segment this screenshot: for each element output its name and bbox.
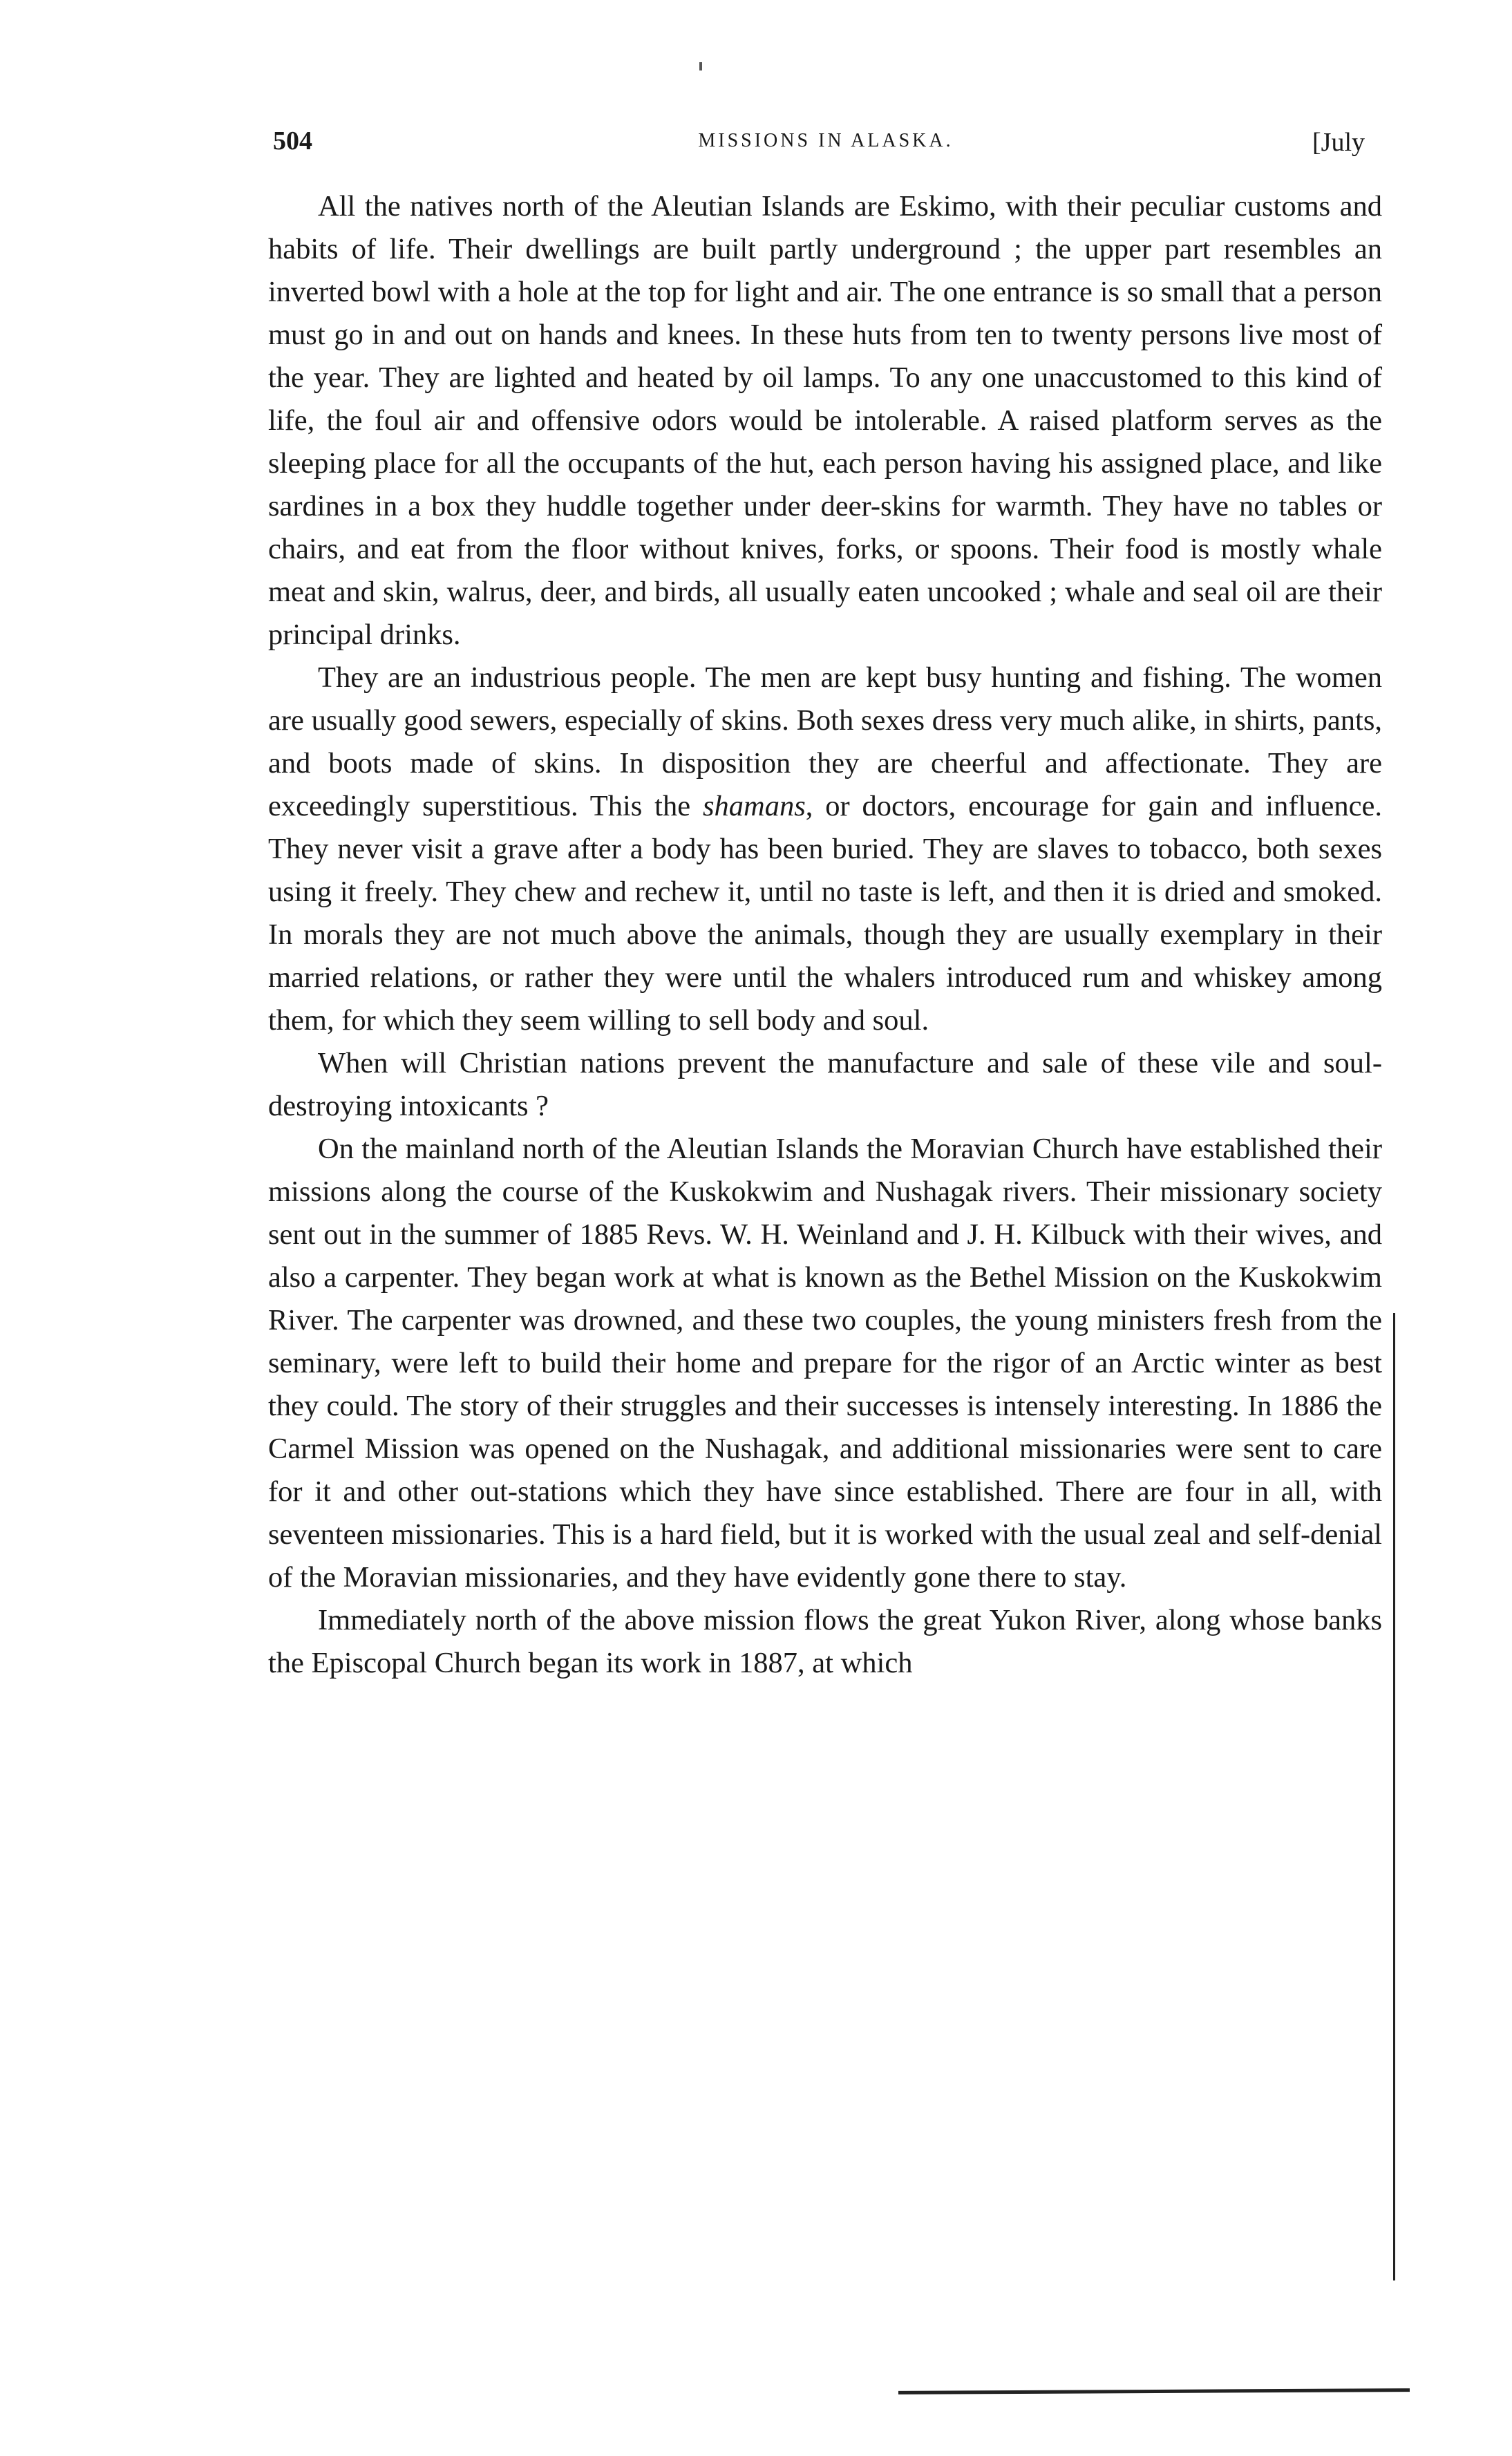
paragraph-text: On the mainland north of the Aleutian Islands the Moravian Church have established their missions along the course of the Kuskokwim and Nushagak rivers. Their missionary society sent out in the summer of 1885 Revs. W. H. Weinland and J. H. Kilbuck with their wives, and also a carpenter. They began work at what is known as the Bethel Mission on the Kuskokwim River. The carpenter was drowned, and these two couples, the young ministers fresh from the seminary, were left to build their home and prepare for the rigor of an Arctic winter as best they could. The story of their struggles and their successes is intensely interesting. In 1886 the Carmel Mission was opened on the Nushagak, and additional missionaries were sent to care for it and other out-stations which they have since established. There are four in all, with seventeen missionaries. This is a hard field, but it is worked with the usual zeal and self-denial of the Moravian missionaries, and they have evidently gone there to stay. xyxy=(268,1133,1382,1594)
body-text xyxy=(268,185,1382,1685)
binding-edge-line xyxy=(1393,1313,1395,2280)
page-number: 504 xyxy=(273,126,312,155)
running-title: MISSIONS IN ALASKA. xyxy=(698,130,954,151)
italic-term: shamans xyxy=(702,790,806,822)
header-date: [July xyxy=(1312,128,1365,157)
running-header xyxy=(273,126,1379,167)
paragraph-3 xyxy=(268,1042,1382,1128)
paragraph-text: , or doctors, encourage for gain and influence. They never visit a grave after a body has been buried. They are slaves to tobacco, both sexes using it freely. They chew and rechew it, until no taste is left, and then it is dried and smoked. In morals they are not much above the animals, though they are usually exemplary in their married relations, or rather they were until the whalers introduced rum and whiskey among them, for which they seem willing to sell body and soul. xyxy=(268,790,1382,1037)
paragraph-text: They are an industrious people. The men are kept busy hunting and fishing. The women are usually good sewers, especially of skins. Both sexes dress very much alike, in shirts, pants, and boots made of skins. In disposition they are cheerful and affectionate. They are exceedingly superstitious. This the xyxy=(268,661,1382,822)
paragraph-text: When will Christian nations prevent the manufacture and sale of these vile and soul-destroying intoxicants ? xyxy=(268,1047,1382,1122)
paragraph-text: Immediately north of the above mission flows the great Yukon River, along whose banks the Episcopal Church began its work in 1887, at which xyxy=(268,1604,1382,1679)
paragraph-1 xyxy=(268,185,1382,656)
bottom-scan-rule xyxy=(898,2388,1410,2394)
paragraph-4 xyxy=(268,1128,1382,1599)
scan-speck xyxy=(699,62,702,70)
paragraph-5 xyxy=(268,1599,1382,1685)
paragraph-text: All the natives north of the Aleutian Islands are Eskimo, with their peculiar customs and habits of life. Their dwellings are built partly underground ; the upper part resembles an inverted bowl with a hole at the top for light and air. The one entrance is so small that a person must go in and out on hands and knees. In these huts from ten to twenty persons live most of the year. They are lighted and heated by oil lamps. To any one unaccustomed to this kind of life, the foul air and offensive odors would be intolerable. A raised platform serves as the sleeping place for all the occupants of the hut, each person having his assigned place, and like sardines in a box they huddle together under deer-skins for warmth. They have no tables or chairs, and eat from the floor without knives, forks, or spoons. Their food is mostly whale meat and skin, walrus, deer, and birds, all usually eaten uncooked ; whale and seal oil are their principal drinks. xyxy=(268,190,1382,651)
paragraph-2 xyxy=(268,656,1382,1042)
